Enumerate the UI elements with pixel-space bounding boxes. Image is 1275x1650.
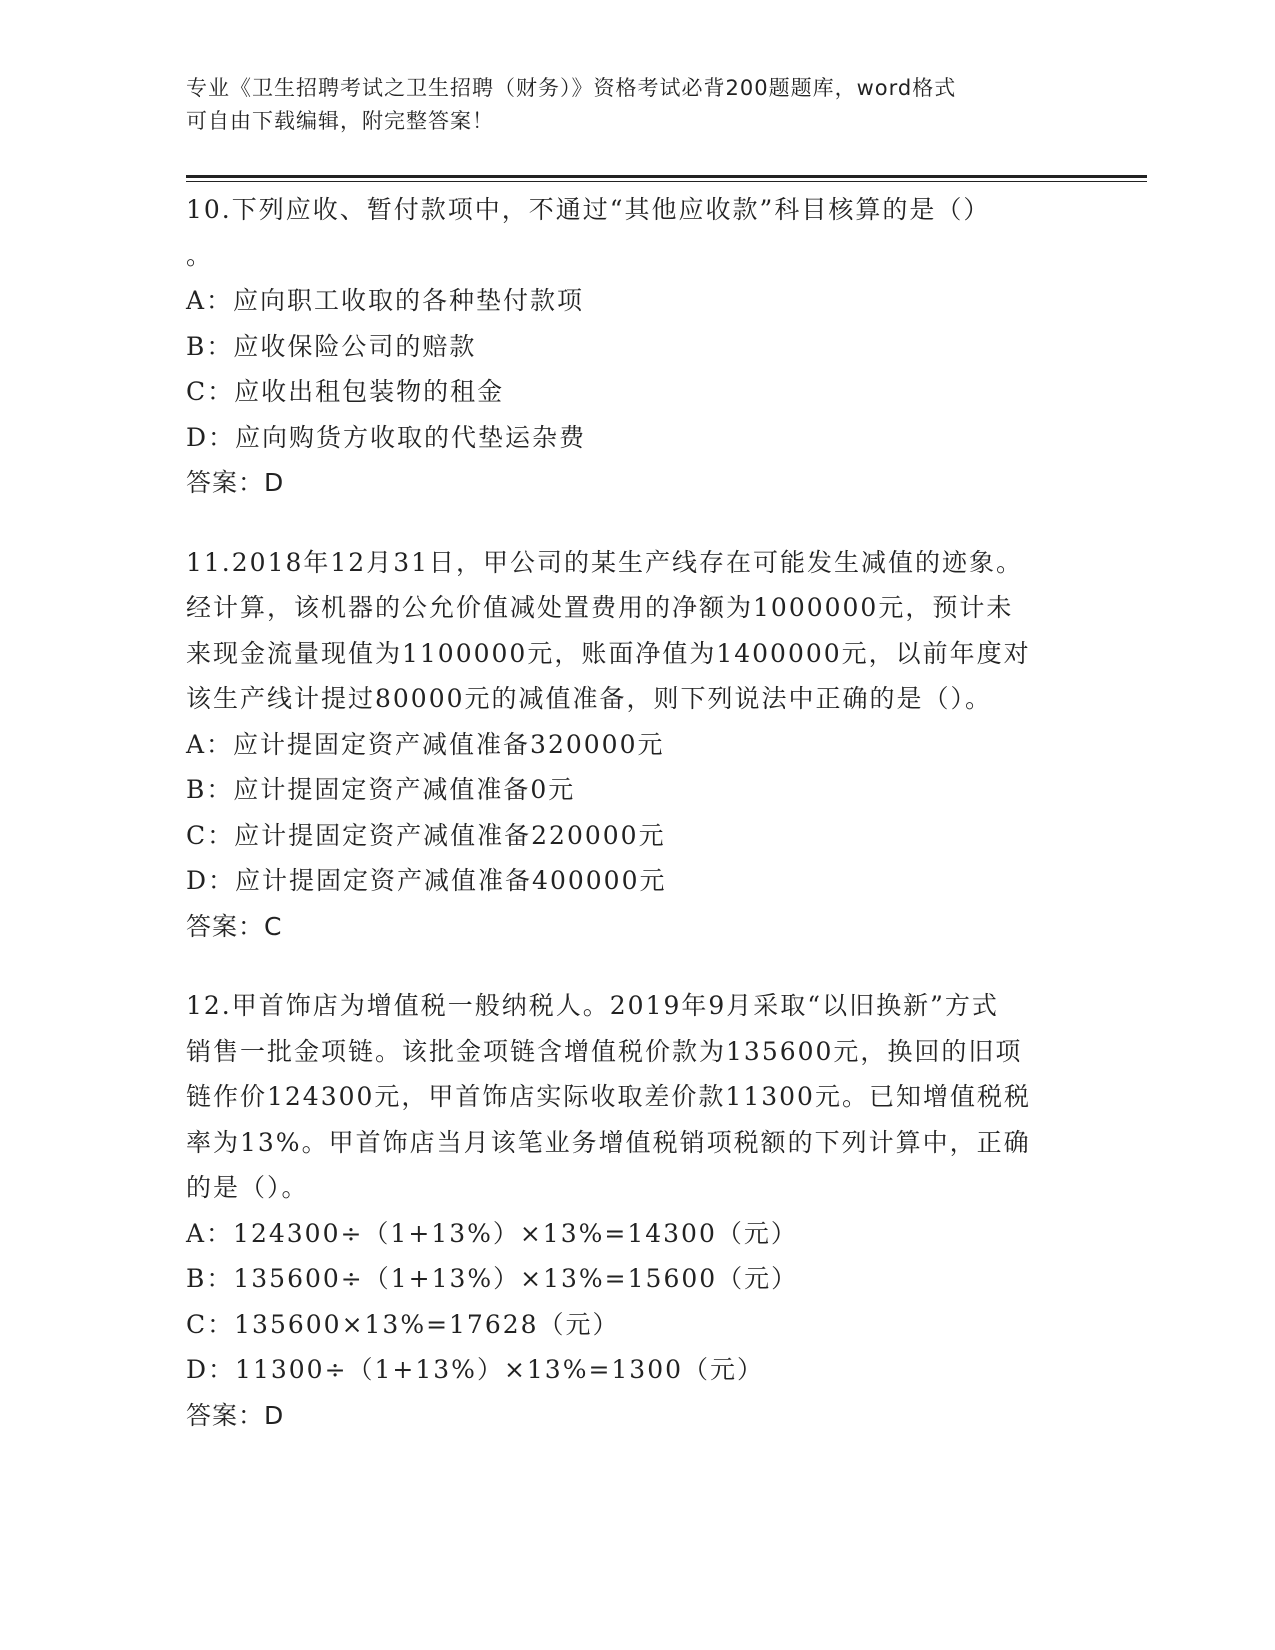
question-11 <box>186 540 1086 950</box>
option-b: B：应收保险公司的赔款 <box>186 331 477 361</box>
document-header <box>186 72 1086 138</box>
question-stem: 12.甲首饰店为增值税一般纳税人。2019年9月采取“以旧换新”方式 销售一批金项链。该批金项链含增值税价款为135600元，换回的旧项 链作价124300元，甲首饰店实际收取差价款11300元。已知增值税税 率为13%。甲首饰店当月该笔业务增值税销项税额的下列计算中，正确 的是（）。 <box>186 991 1031 1202</box>
option-a: A：应向职工收取的各种垫付款项 <box>186 286 585 315</box>
option-a: A：124300÷（1+13%）×13%=14300（元） <box>186 1218 798 1248</box>
option-c: C：135600×13%=17628（元） <box>186 1309 620 1339</box>
header-line-2: 可自由下载编辑，附完整答案！ <box>186 109 494 133</box>
option-a: A：应计提固定资产减值准备320000元 <box>186 729 665 759</box>
option-d: D：应计提固定资产减值准备400000元 <box>186 866 667 895</box>
header-divider-thick <box>186 175 1147 178</box>
header-line-1: 专业《卫生招聘考试之卫生招聘（财务）》资格考试必背200题题库，word格式 <box>186 76 957 100</box>
answer-line: 答案：D <box>186 1400 285 1430</box>
question-stem: 11.2018年12月31日，甲公司的某生产线存在可能发生减值的迹象。 经计算，该机器的公允价值减处置费用的净额为1000000元，预计未 来现金流量现值为1100000元，账面净值为1400000元，以前年度对 该生产线计提过80000元的减值准备，则下列说法中正确的是（）。 <box>186 547 1031 713</box>
option-c: C：应计提固定资产减值准备220000元 <box>186 820 666 850</box>
option-d: D：11300÷（1+13%）×13%=1300（元） <box>186 1355 765 1384</box>
question-10 <box>186 187 1086 506</box>
header-divider-thin <box>186 181 1147 182</box>
answer-line: 答案：D <box>186 468 285 497</box>
question-list <box>186 187 1086 1472</box>
option-b: B：应计提固定资产减值准备0元 <box>186 775 576 804</box>
question-stem: 10.下列应收、暂付款项中，不通过“其他应收款”科目核算的是（） 。 <box>186 195 991 270</box>
answer-line: 答案：C <box>186 911 283 941</box>
option-d: D：应向购货方收取的代垫运杂费 <box>186 422 587 452</box>
option-b: B：135600÷（1+13%）×13%=15600（元） <box>186 1264 799 1293</box>
option-c: C：应收出租包装物的租金 <box>186 377 505 406</box>
question-12 <box>186 983 1086 1438</box>
